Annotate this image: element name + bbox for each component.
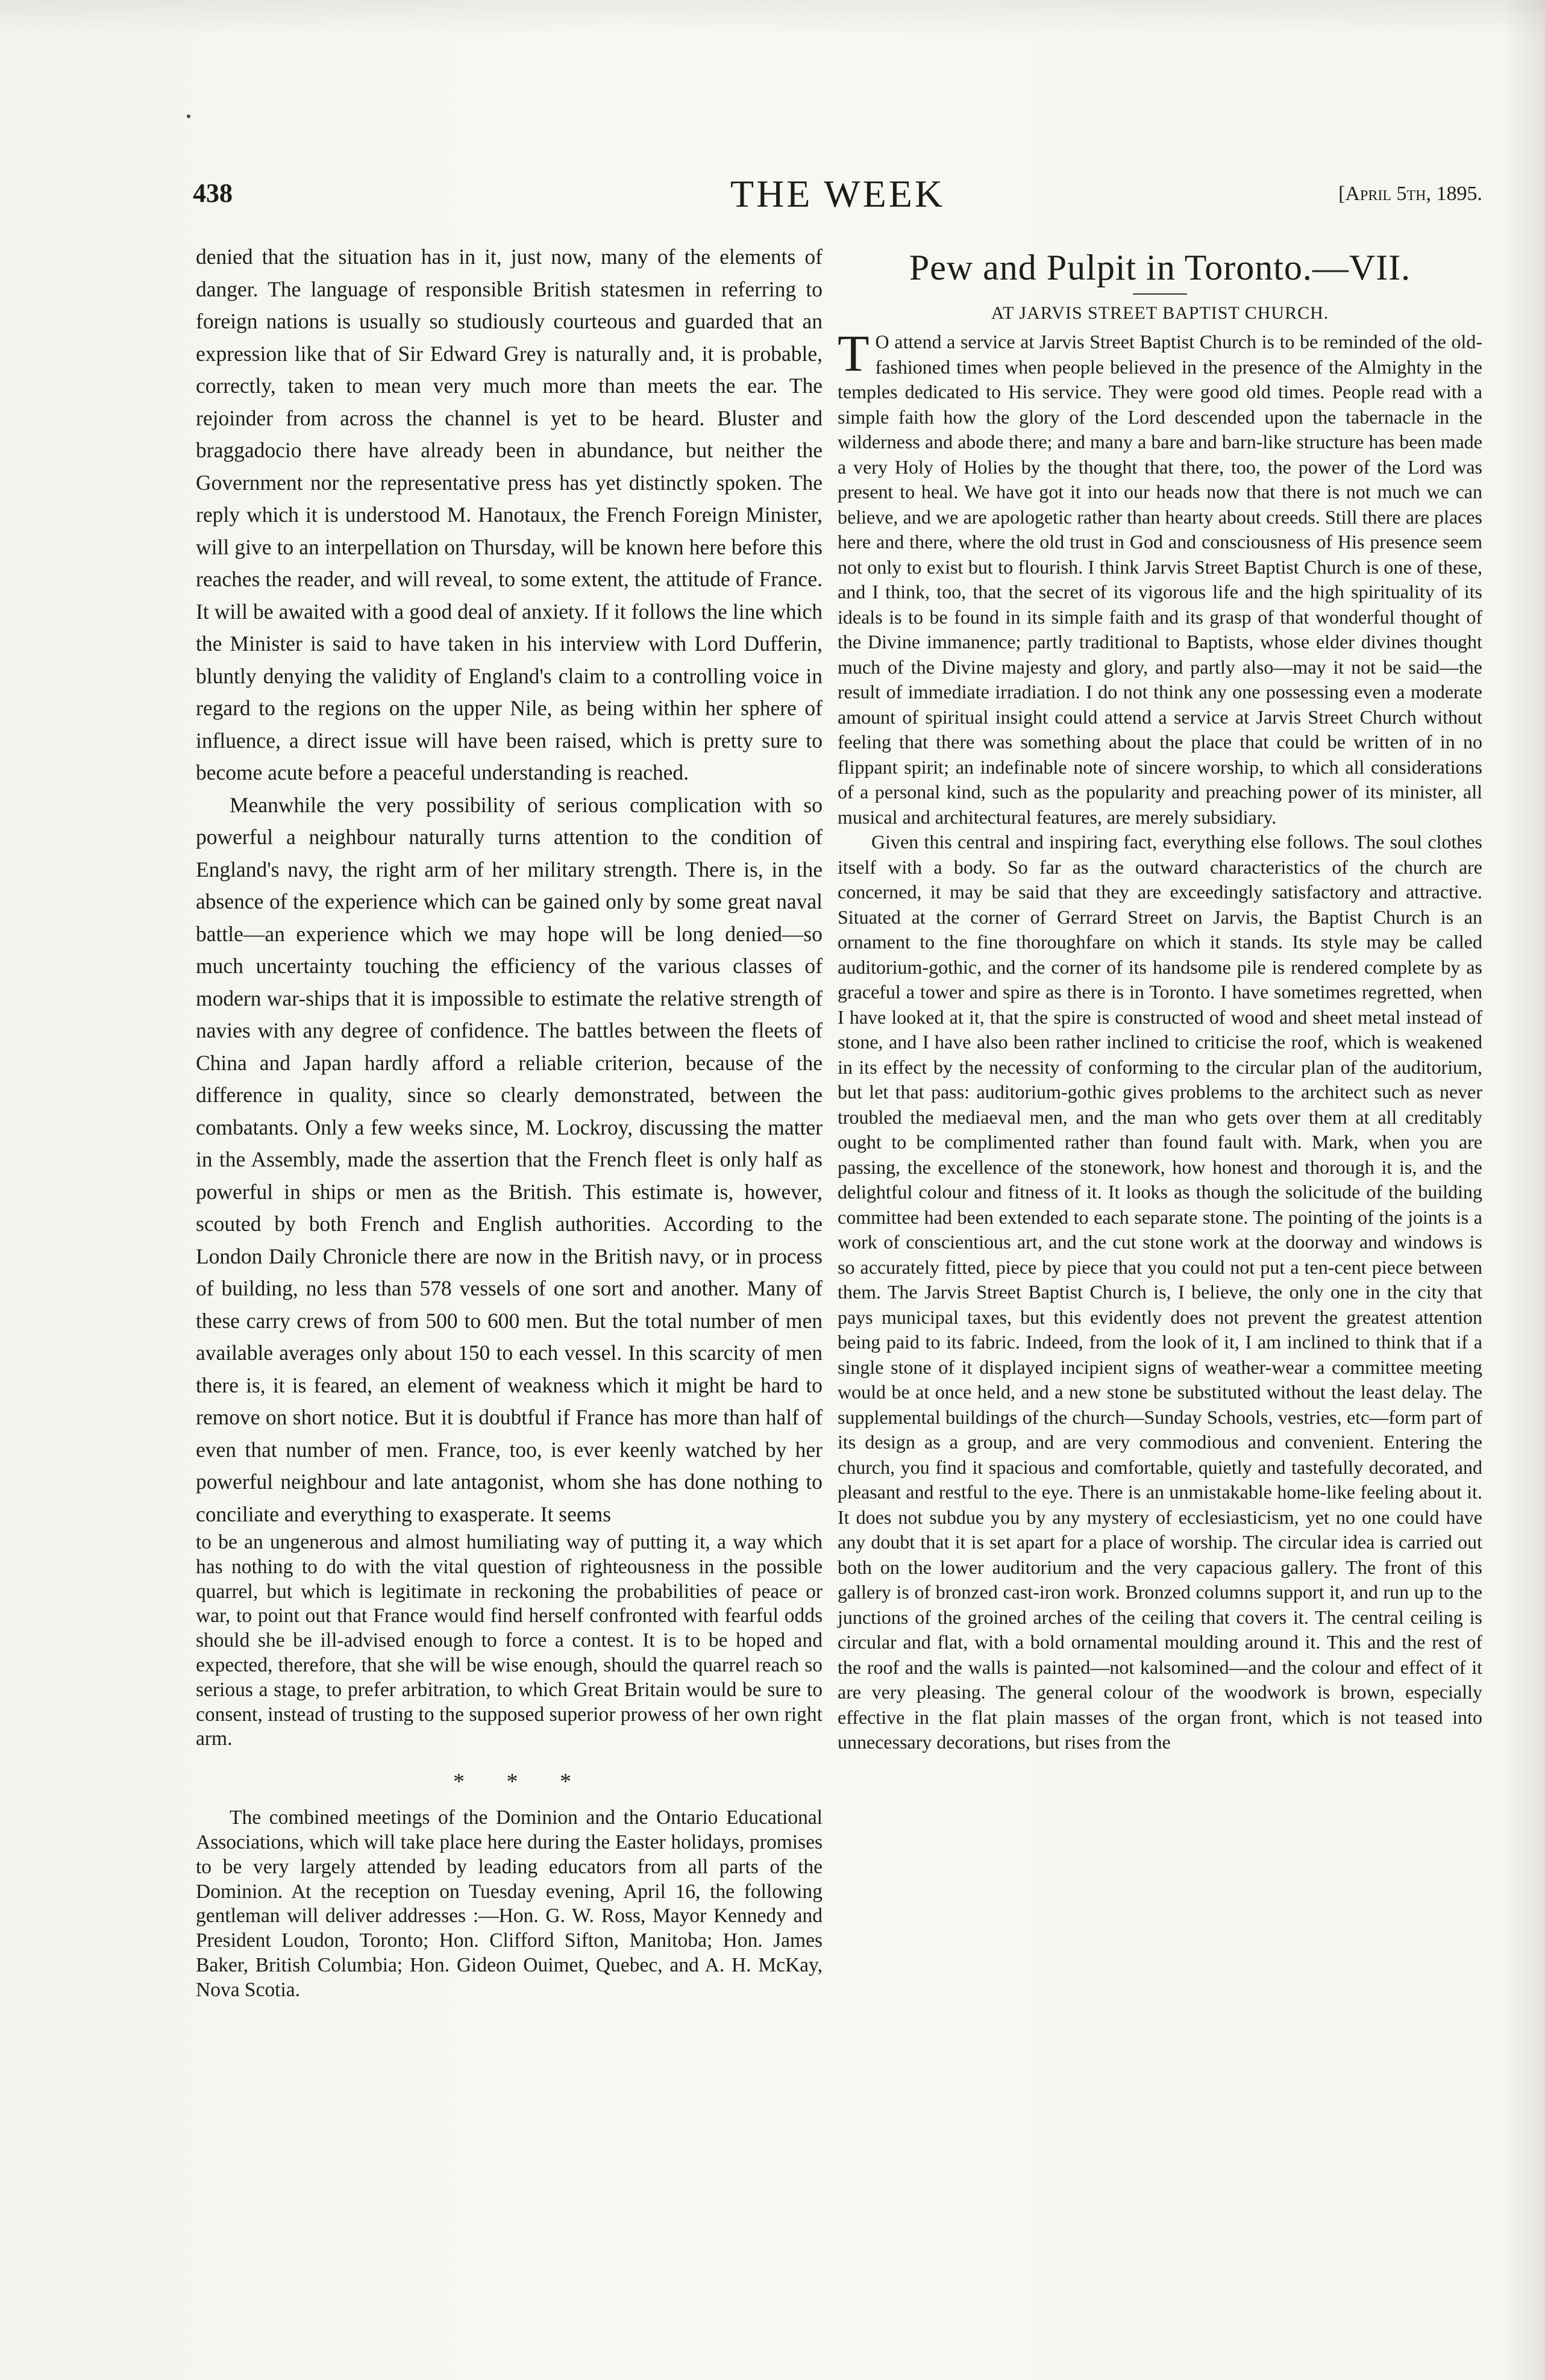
scan-shadow-edge — [1503, 0, 1545, 2380]
article-subtitle: AT JARVIS STREET BAPTIST CHURCH. — [991, 303, 1329, 323]
article-paragraph: Meanwhile the very possibility of serious complication with so powerful a neighbour naturally turns attention to the condition of England's navy, the right arm of her military strength. There is, in the absence of the experience which can be gained only by some great naval battle—an experience which we may hope will be long denied—so much uncertainty touching the efficiency of the various classes of modern war-ships that it is impossible to estimate the relative strength of navies with any degree of confidence. The battles between the fleets of China and Japan hardly afford a reliable criterion, because of the difference in quality, since so clearly demonstrated, between the combatants. Only a few weeks since, M. Lockroy, discussing the matter in the Assembly, made the assertion that the French fleet is only half as powerful in ships or men as the British. This estimate is, however, scouted by both French and English authorities. According to the London Daily Chronicle there are now in the British navy, or in process of building, no less than 578 vessels of one sort and another. Many of these carry crews of from 500 to 600 men. But the total number of men available averages only about 150 to each vessel. In this scarcity of men there is, it is feared, an element of weakness which it might be hard to remove on short notice. But it is doubtful if France has more than half of even that number of men. France, too, is ever keenly watched by her powerful neighbour and late antagonist, whom she has done nothing to conciliate and everything to exasperate. It seems — [196, 792, 823, 1526]
left-column — [196, 241, 823, 2003]
opening-text: O attend a service at Jarvis Street Baptist Church is to be reminded of the old-fashioned times when people believed in the presence of the Almighty in the temples dedicated to His service. They were good old times. People read with a simple faith how the glory of the Lord descended upon the tabernacle in the wilderness and abode there; and many a bare and barn-like structure has been made a very Holy of Holies by the thought that there, too, the power of the Lord was present to heal. We have got it into our heads now that there is not much we can believe, and we are apologetic rather than hearty about creeds. Still there are places here and there, where the old trust in God and consciousness of His presence seem not only to exist but to flourish. I think Jarvis Street Baptist Church is one of these, and I think, too, that the secret of its vigorous life and the high spirituality of its ideals is to be found in its simple faith and its grasp of that wonderful thought of the Divine immanence; partly traditional to Baptists, whose elder divines thought much of the Divine majesty and glory, and partly also—may it not be said—the result of immediate irradiation. I do not think any one possessing even a moderate amount of spiritual insight could attend a service at Jarvis Street Church without feeling that there was something about the place that could be written of in no flippant spirit; an indefinable note of sincere worship, to which all considerations of a personal kind, such as the popularity and preaching power of its minister, all musical and architectural features, are merely subsidiary. — [838, 331, 1482, 828]
section-separator: * * * — [453, 1769, 589, 1795]
drop-cap: T — [838, 324, 870, 382]
article-paragraph: denied that the situation has in it, just now, many of the elements of danger. The language of responsible British statesmen in referring to foreign nations is usually so studiously courteous and guarded that an expression like that of Sir Edward Grey is naturally and, it is probable, correctly, taken to mean very much more than meets the ear. The rejoinder from across the channel is yet to be heard. Bluster and braggadocio there have already been in abundance, but neither the Government nor the representative press has yet distinctly spoken. The reply which it is understood M. Hanotaux, the French Foreign Minister, will give to an interpellation on Thursday, will be known here before this reaches the reader, and will reveal, to some extent, the attitude of France. It will be awaited with a good deal of anxiety. If it follows the line which the Minister is said to have taken in his interview with Lord Dufferin, bluntly denying the validity of England's claim to a controlling voice in regard to the regions on the upper Nile, as being within her sphere of influence, a direct issue will have been raised, which is pretty sure to become acute before a peaceful understanding is reached. — [196, 245, 823, 784]
page-header — [193, 172, 1482, 226]
article-title: Pew and Pulpit in Toronto.—VII. — [909, 248, 1411, 287]
journal-title: THE WEEK — [730, 172, 945, 215]
right-column — [838, 241, 1482, 1755]
scan-shadow-top — [0, 0, 1545, 36]
article-opening — [838, 324, 1482, 830]
article-paragraph: to be an ungenerous and almost humiliating way of putting it, a way which has nothing to do with the vital question of righteousness in the possible quarrel, but which is legitimate in reckoning the probabilities of peace or war, to point out that France would find herself confronted with fearful odds should she be ill-advised enough to force a contest. It is to be hoped and expected, therefore, that she will be wise enough, should the quarrel reach so serious a stage, to prefer arbitration, to which Great Britain would be sure to consent, instead of trusting to the supposed superior prowess of her own right arm. — [196, 1531, 823, 1750]
scan-speck — [187, 114, 190, 118]
article-paragraph: The combined meetings of the Dominion and the Ontario Educational Associations, which will take place here during the Easter holidays, promises to be very largely attended by leading educators from all parts of the Dominion. At the reception on Tuesday evening, April 16, the following gentleman will deliver addresses :—Hon. G. W. Ross, Mayor Kennedy and President Loudon, Toronto; Hon. Clifford Sifton, Manitoba; Hon. James Baker, British Columbia; Hon. Gideon Ouimet, Quebec, and A. H. McKay, Nova Scotia. — [196, 1806, 823, 2001]
issue-date: [April 5th, 1895. — [1338, 183, 1482, 205]
page-number: 438 — [193, 178, 233, 208]
title-rule — [1133, 293, 1187, 295]
article-paragraph: Given this central and inspiring fact, everything else follows. The soul clothes itself with a body. So far as the outward characteristics of the church are concerned, it may be said that they are exceedingly satisfactory and attractive. Situated at the corner of Gerrard Street on Jarvis, the Baptist Church is an ornament to the fine thoroughfare on which it stands. Its style may be called auditorium-gothic, and the corner of its handsome pile is rendered complete by as graceful a tower and spire as there is in Toronto. I have sometimes regretted, when I have looked at it, that the spire is constructed of wood and sheet metal instead of stone, and I have also been rather inclined to criticise the roof, which is weakened in its effect by the necessity of conforming to the circular plan of the auditorium, but let that pass: auditorium-gothic gives problems to the architect such as never troubled the mediaeval men, and the man who gets over them at all creditably ought to be complimented rather than found fault with. Mark, when you are passing, the excellence of the stonework, how honest and thorough it is, and the delightful colour and fitness of it. It looks as though the solicitude of the building committee had been extended to each separate stone. The pointing of the joints is a work of conscientious art, and the cut stone work at the doorway and windows is so accurately fitted, piece by piece that you could not put a ten-cent piece between them. The Jarvis Street Baptist Church is, I believe, the only one in the city that pays municipal taxes, but this evidently does not prevent the greatest attention being paid to its fabric. Indeed, from the look of it, I am inclined to think that if a single stone of it displayed incipient signs of weather-wear a committee meeting would be at once held, and a new stone be substituted without the least delay. The supplemental buildings of the church—Sunday Schools, vestries, etc—form part of its design as a group, and are very commodious and convenient. Entering the church, you find it spacious and comfortable, quietly and tastefully decorated, and pleasant and restful to the eye. There is an unmistakable home-like feeling about it. It does not subdue you by any mystery of ecclesiasticism, yet no one could have any doubt that it is set apart for a place of worship. The circular idea is carried out both on the lower auditorium and the very capacious gallery. The front of this gallery is of bronzed cast-iron work. Bronzed columns support it, and run up to the junctions of the groined arches of the ceiling that covers it. The central ceiling is circular and flat, with a bold ornamental moulding around it. This and the rest of the roof and the walls is painted—not kalsomined—and the colour and effect of it are very pleasing. The general colour of the woodwork is brown, especially effective in the flat plain masses of the organ front, which is not teased into unnecessary decorations, but rises from the — [838, 831, 1482, 1753]
